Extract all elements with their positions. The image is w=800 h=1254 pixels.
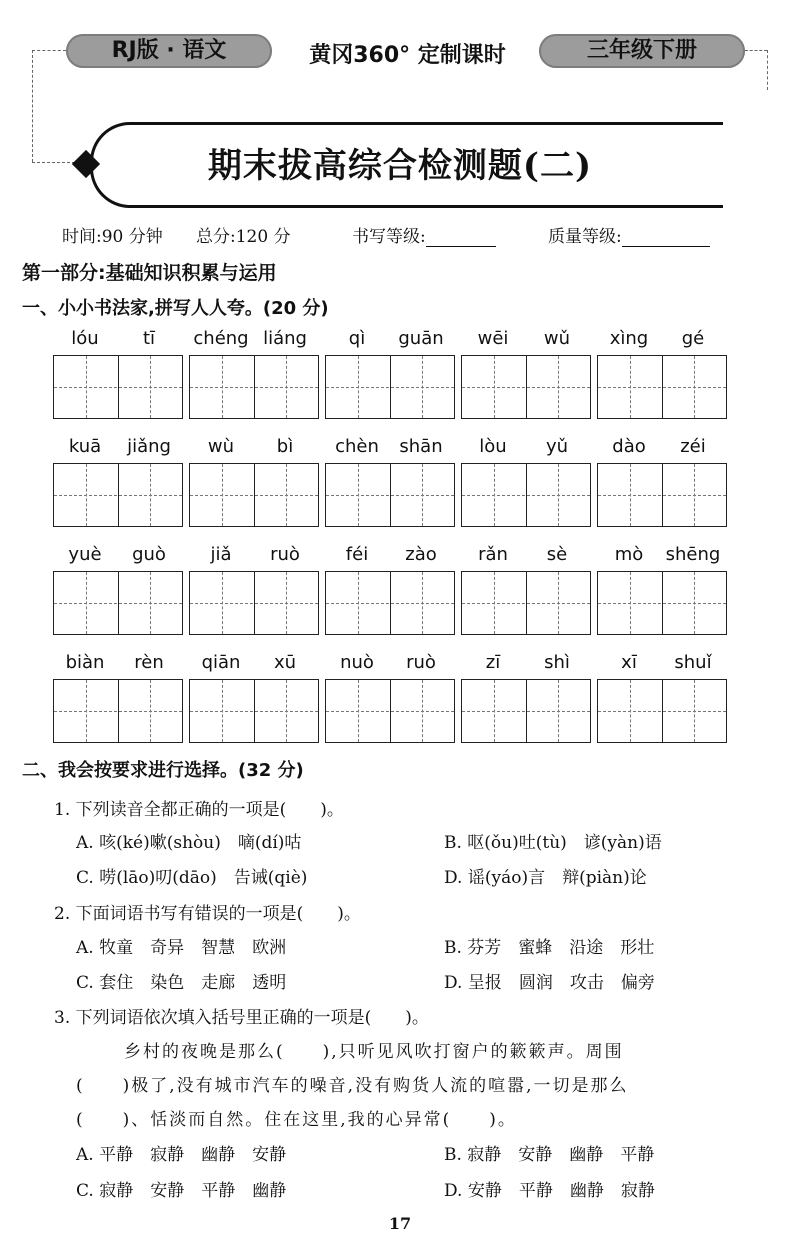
pinyin-label: jiǎ: [210, 544, 232, 565]
pinyin-label: ruò: [270, 544, 300, 565]
grid-guide-line: [54, 387, 182, 388]
pinyin-label: lóu: [71, 328, 99, 349]
pinyin-label: kuā: [68, 436, 102, 457]
writing-box-pair[interactable]: [53, 355, 183, 419]
q2-option-b: B. 芬芳 蜜蜂 沿途 形壮: [444, 938, 655, 958]
writing-box-pair[interactable]: [189, 463, 319, 527]
pinyin-label: tī: [142, 328, 156, 349]
grid-guide-line: [54, 603, 182, 604]
grid-guide-line: [190, 711, 318, 712]
pinyin-label: qiān: [201, 652, 241, 673]
pinyin-label: yuè: [68, 544, 102, 565]
writing-box-pair[interactable]: [325, 571, 455, 635]
q3-option-a: A. 平静 寂静 幽静 安静: [76, 1145, 287, 1165]
question-3-stem: 3. 下列词语依次填入括号里正确的一项是( )。: [54, 1008, 429, 1028]
pinyin-label: xī: [621, 652, 637, 673]
header-dashed-line-right-down: [767, 50, 768, 90]
pinyin-label: gé: [681, 328, 705, 349]
grid-guide-line: [598, 387, 726, 388]
pinyin-label: zī: [485, 652, 501, 673]
grade-pill: 三年级下册: [539, 34, 745, 68]
grid-guide-line: [598, 495, 726, 496]
grid-guide-line: [326, 495, 454, 496]
q1-option-d: D. 谣(yáo)言 辩(piàn)论: [444, 868, 647, 888]
grid-guide-line: [190, 387, 318, 388]
pinyin-label: bì: [276, 436, 294, 457]
pinyin-label: ruò: [406, 652, 436, 673]
q2-option-c: C. 套住 染色 走廊 透明: [76, 973, 287, 993]
q1-option-b: B. 呕(ǒu)吐(tù) 谚(yàn)语: [444, 833, 662, 853]
pinyin-label: guò: [132, 544, 166, 565]
part-one-title: 第一部分:基础知识积累与运用: [22, 262, 277, 284]
grid-guide-line: [598, 603, 726, 604]
page-title: 期末拔高综合检测题(二): [207, 146, 593, 186]
section-two-title: 二、我会按要求进行选择。(32 分): [22, 760, 304, 781]
pinyin-label: zéi: [680, 436, 706, 457]
pinyin-label: liáng: [263, 328, 307, 349]
writing-box-pair[interactable]: [53, 571, 183, 635]
question-2-stem: 2. 下面词语书写有错误的一项是( )。: [54, 904, 361, 924]
writing-box-pair[interactable]: [53, 679, 183, 743]
pinyin-label: féi: [345, 544, 369, 565]
q1-option-c: C. 唠(lāo)叨(dāo) 告诫(qiè): [76, 868, 308, 888]
grid-guide-line: [326, 387, 454, 388]
q2-option-a: A. 牧童 奇异 智慧 欧洲: [76, 938, 287, 958]
q3-passage-line-2: ( )极了,没有城市汽车的噪音,没有购货人流的喧嚣,一切是那么: [76, 1076, 629, 1096]
writing-box-pair[interactable]: [597, 355, 727, 419]
writing-box-pair[interactable]: [461, 355, 591, 419]
writing-box-pair[interactable]: [461, 571, 591, 635]
pinyin-label: shì: [544, 652, 570, 673]
pinyin-label: xū: [273, 652, 297, 673]
grid-guide-line: [326, 603, 454, 604]
grid-guide-line: [462, 495, 590, 496]
pinyin-label: chéng: [193, 328, 249, 349]
page-number: 17: [388, 1214, 412, 1233]
grid-guide-line: [54, 495, 182, 496]
pinyin-label: guān: [398, 328, 444, 349]
pinyin-label: shēng: [665, 544, 721, 565]
writing-grade-group: [352, 222, 496, 247]
q1-option-a: A. 咳(ké)嗽(shòu) 嘀(dí)咕: [76, 833, 302, 853]
pinyin-label: yǔ: [545, 436, 569, 457]
q3-option-c: C. 寂静 安静 平静 幽静: [76, 1181, 287, 1201]
grid-guide-line: [598, 711, 726, 712]
edition-pill: RJ版 · 语文: [66, 34, 272, 68]
pinyin-label: jiǎng: [127, 436, 171, 457]
writing-box-pair[interactable]: [461, 679, 591, 743]
writing-box-pair[interactable]: [597, 679, 727, 743]
pinyin-label: rǎn: [478, 544, 508, 565]
q2-option-d: D. 呈报 圆润 攻击 偏旁: [444, 973, 655, 993]
header-dashed-line-right: [745, 50, 767, 51]
writing-box-pair[interactable]: [325, 355, 455, 419]
pinyin-label: shān: [399, 436, 443, 457]
pinyin-label: zào: [405, 544, 437, 565]
writing-box-pair[interactable]: [325, 463, 455, 527]
q3-option-b: B. 寂静 安静 幽静 平静: [444, 1145, 655, 1165]
writing-box-pair[interactable]: [597, 463, 727, 527]
writing-grade-label: 书写等级:: [352, 227, 426, 247]
total-score: 总分:120 分: [196, 227, 291, 247]
section-one-title: 一、小小书法家,拼写人人夸。(20 分): [22, 298, 329, 319]
grid-guide-line: [462, 603, 590, 604]
pinyin-label: wǔ: [543, 328, 571, 349]
pinyin-label: rèn: [134, 652, 164, 673]
pinyin-label: wù: [207, 436, 235, 457]
grid-guide-line: [190, 495, 318, 496]
pinyin-label: biàn: [65, 652, 105, 673]
q3-passage-line-3: ( )、恬淡而自然。住在这里,我的心异常( )。: [76, 1110, 517, 1130]
pinyin-label: nuò: [340, 652, 374, 673]
writing-box-pair[interactable]: [189, 571, 319, 635]
pinyin-label: shuǐ: [674, 652, 712, 673]
publisher-label: 黄冈360° 定制课时: [309, 43, 506, 68]
pinyin-label: mò: [614, 544, 644, 565]
question-1-stem: 1. 下列读音全都正确的一项是( )。: [54, 800, 344, 820]
q3-passage-line-1: 乡村的夜晚是那么( ),只听见风吹打窗户的簌簌声。周围: [124, 1042, 624, 1062]
quality-grade-label: 质量等级:: [548, 227, 622, 247]
writing-box-pair[interactable]: [461, 463, 591, 527]
writing-grade-blank: [426, 230, 496, 247]
pinyin-label: lòu: [479, 436, 507, 457]
header-dashed-line-left: [32, 50, 33, 162]
writing-box-pair[interactable]: [189, 679, 319, 743]
pinyin-label: xìng: [609, 328, 649, 349]
writing-box-pair[interactable]: [597, 571, 727, 635]
grid-guide-line: [462, 387, 590, 388]
pinyin-label: chèn: [335, 436, 379, 457]
quality-grade-group: [548, 222, 710, 247]
q3-option-d: D. 安静 平静 幽静 寂静: [444, 1181, 655, 1201]
grid-guide-line: [54, 711, 182, 712]
pinyin-label: qì: [348, 328, 366, 349]
grid-guide-line: [326, 711, 454, 712]
writing-box-pair[interactable]: [53, 463, 183, 527]
grid-guide-line: [462, 711, 590, 712]
writing-box-pair[interactable]: [325, 679, 455, 743]
pinyin-label: dào: [612, 436, 646, 457]
quality-grade-blank: [622, 230, 710, 247]
exam-time: 时间:90 分钟: [62, 227, 163, 247]
pinyin-label: wēi: [477, 328, 509, 349]
header-dashed-line-top: [32, 50, 66, 51]
grid-guide-line: [190, 603, 318, 604]
writing-box-pair[interactable]: [189, 355, 319, 419]
pinyin-label: sè: [546, 544, 568, 565]
